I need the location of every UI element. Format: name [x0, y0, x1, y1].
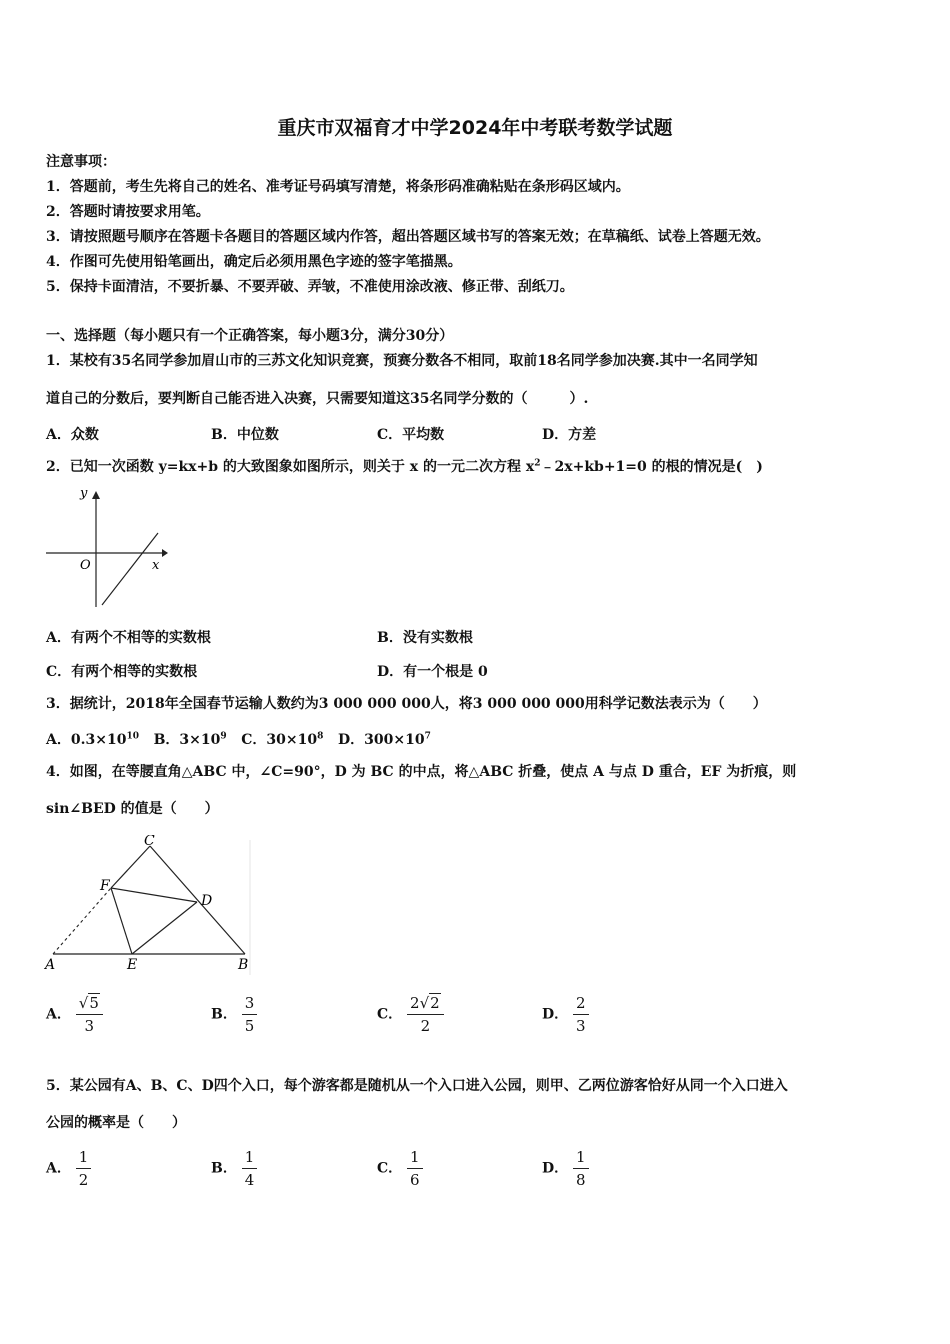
y-axis-label: y [80, 486, 88, 501]
segment-fd [111, 888, 197, 902]
notice-item: 4．作图可先使用铅笔画出，确定后必须用黑色字迹的签字笔描黑。 [46, 254, 462, 270]
segment-fc [111, 846, 150, 888]
question-5-stem: 5．某公园有A、B、C、D四个入口，每个游客都是随机从一个入口进入公园，则甲、乙两位游客恰好从同一个入口进入 [46, 1078, 788, 1094]
question-1-stem: 1．某校有35名同学参加眉山市的三苏文化知识竞赛，预赛分数各不相同，取前18名同学参加决赛.其中一名同学知 [46, 353, 758, 369]
fraction: $\frac{1}{6}$ [407, 1148, 423, 1189]
question-4-stem: sin∠BED 的值是（ ） [46, 801, 219, 817]
section-heading: 一、选择题（每小题只有一个正确答案，每小题3分，满分30分） [46, 328, 454, 344]
question-2-stem: 2．已知一次函数 y=kx+b 的大致图象如图所示，则关于 x 的一元二次方程 $x^2﹣2x+kb+1=0$ 的根的情况是( ) [46, 458, 763, 475]
linear-function-graph [40, 485, 170, 613]
fraction: $\frac{2}{3}$ [573, 994, 589, 1035]
q4-option-a: A． $\frac{√5}{3}$ [46, 994, 103, 1035]
fraction: $\frac{√5}{3}$ [76, 994, 103, 1035]
q1-option-b: B．中位数 [211, 427, 279, 443]
q5-option-d: D． $\frac{1}{8}$ [542, 1148, 589, 1189]
q1-option-c: C．平均数 [377, 427, 445, 443]
q5-option-a: A． $\frac{1}{2}$ [46, 1148, 91, 1189]
fraction: $\frac{1}{8}$ [573, 1148, 589, 1189]
q1-option-a: A．众数 [46, 427, 99, 443]
function-line [102, 533, 158, 605]
fraction: $\frac{3}{5}$ [242, 994, 258, 1035]
point-e-label: E [127, 957, 138, 973]
question-1-stem: 道自己的分数后，要判断自己能否进入决赛，只需要知道这35名同学分数的（ ）. [46, 391, 589, 407]
notice-item: 2．答题时请按要求用笔。 [46, 204, 210, 220]
q3-option-d: D．$300\times 10^7$ [338, 731, 431, 748]
q5-option-c: C． $\frac{1}{6}$ [377, 1148, 423, 1189]
fraction: $\frac{2√2}{2}$ [407, 994, 444, 1035]
q2-option-c: C．有两个相等的实数根 [46, 664, 198, 680]
point-d-label: D [201, 893, 213, 909]
q2-option-d: D．有一个根是 0 [377, 664, 488, 680]
notice-item: 1．答题前，考生先将自己的姓名、准考证号码填写清楚，将条形码准确粘贴在条形码区域内。 [46, 179, 630, 195]
question-4-stem: 4．如图，在等腰直角△ABC 中，∠C=90°，D 为 BC 的中点，将△ABC 折叠，使点 A 与点 D 重合，EF 为折痕，则 [46, 764, 797, 780]
point-c-label: C [144, 835, 155, 849]
segment-af-dashed [53, 888, 111, 954]
question-3-stem: 3．据统计，2018年全国春节运输人数约为3 000 000 000人，将3 000 000 000用科学记数法表示为（ ） [46, 696, 767, 712]
q2-option-a: A．有两个不相等的实数根 [46, 630, 211, 646]
fraction: $\frac{1}{2}$ [76, 1148, 92, 1189]
notice-item: 5．保持卡面清洁，不要折暴、不要弄破、弄皱，不准使用涂改液、修正带、刮纸刀。 [46, 279, 574, 295]
notice-heading: 注意事项： [46, 154, 116, 170]
q4-option-b: B． $\frac{3}{5}$ [211, 994, 257, 1035]
q4-option-c: C． $\frac{2√2}{2}$ [377, 994, 444, 1035]
segment-fe [111, 888, 132, 954]
fraction: $\frac{1}{4}$ [242, 1148, 258, 1189]
q4-option-d: D． $\frac{2}{3}$ [542, 994, 589, 1035]
q3-option-b: B．$3\times 10^9$ [153, 731, 227, 748]
q2-option-b: B．没有实数根 [377, 630, 473, 646]
q3-option-c: C．$30\times 10^8$ [241, 731, 324, 748]
origin-label: O [80, 558, 91, 573]
notice-item: 3．请按照题号顺序在答题卡各题目的答题区域内作答，超出答题区域书写的答案无效；在草稿纸、试卷上答题无效。 [46, 229, 770, 245]
q3-option-a: A．$0.3\times 10^{10}$ [46, 731, 139, 748]
segment-ed [132, 902, 197, 954]
point-a-label: A [45, 957, 56, 973]
q5-option-b: B． $\frac{1}{4}$ [211, 1148, 257, 1189]
x-axis-label: x [152, 558, 160, 573]
q3-options [46, 729, 431, 749]
q1-option-d: D．方差 [542, 427, 597, 443]
point-b-label: B [238, 957, 249, 973]
x-axis-arrow [162, 549, 168, 557]
segment-cb [150, 846, 245, 954]
y-axis-arrow [92, 491, 100, 499]
page-title: 重庆市双福育才中学2024年中考联考数学试题 [277, 117, 673, 139]
triangle-fold-figure [40, 835, 255, 977]
question-5-stem: 公园的概率是（ ） [46, 1115, 186, 1131]
point-f-label: F [100, 878, 110, 894]
